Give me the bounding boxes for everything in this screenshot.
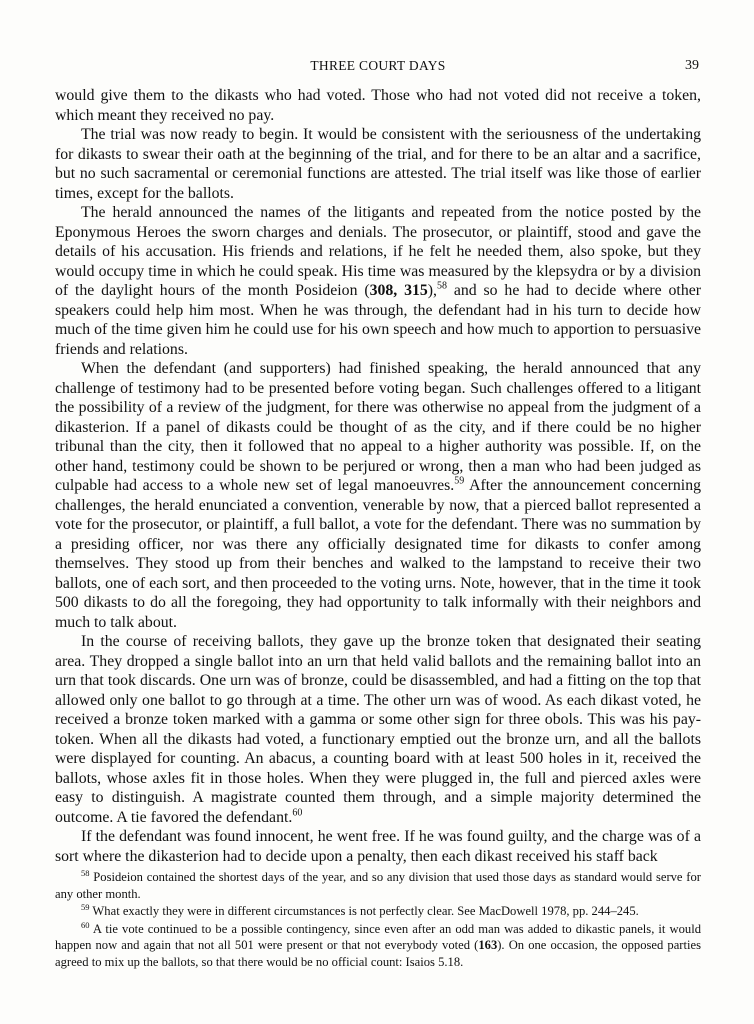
paragraph [55, 359, 701, 632]
text-run: If the defendant was found innocent, he went free. If he was found guilty, and the charge was of a sort where the dikasterion had to decide upon a penalty, then each dikast received his staff back [55, 828, 701, 865]
text-run: After the announcement concerning challenges, the herald enunciated a convention, venerable by now, that a pierced ballot represented a vote for the prosecutor, or plaintiff, a full ballot, a vote for the defendant. There was no summation by a presiding officer, nor was there any officially designated time for dikasts to confer among themselves. They stood up from their benches and walked to the lampstand to receive their two ballots, one of each sort, and then proceeded to the voting urns. Note, however, that in the time it took 500 dikasts to do all the foregoing, they had opportunity to talk informally with their neighbors and much to talk about. [55, 477, 701, 631]
text-run: ), [427, 282, 438, 299]
text-run: A tie vote continued to be a possible contingency, since even after an odd man was added to dikastic panels, it would happen now and again that not all 501 were present or that not everybody voted ( [55, 921, 701, 953]
running-title: THREE COURT DAYS [310, 58, 446, 73]
paragraph [55, 86, 701, 125]
text-run: Posideion contained the shortest days of the year, and so any division that used those days as standard would serve for any other month. [55, 870, 701, 901]
body-text [55, 86, 701, 866]
text-run: What exactly they were in different circumstances is not perfectly clear. See MacDowell 1978, pp. 244–245. [89, 904, 639, 919]
bold-reference: 163 [478, 938, 498, 953]
page-number: 39 [685, 58, 699, 73]
text-run: In the course of receiving ballots, they gave up the bronze token that designated their seating area. They dropped a single ballot into an urn that held valid ballots and the remaining ballot into an urn that took discards. One urn was of bronze, could be disassembled, and had a fitting on the top that allowed only one ballot to go through at a time. The other urn was of wood. As each dikast voted, he received a bronze token marked with a gamma or some other sign for three obols. This was his pay-token. When all the dikasts had voted, a functionary emptied out the bronze urn, and all the ballots were displayed for counting. An abacus, a counting board with at least 500 holes in it, received the ballots, whose axles fit in those holes. When they were plugged in, the full and pierced axles were easy to distinguish. A magistrate counted them through, and a simple majority determined the outcome. A tie favored the defendant. [55, 633, 701, 826]
paragraph [55, 632, 701, 827]
footnotes [55, 869, 701, 972]
text-run: would give them to the dikasts who had voted. Those who had not voted did not receive a token, which meant they received no pay. [55, 87, 701, 124]
text-run: When the defendant (and supporters) had finished speaking, the herald announced that any challenge of testimony had to be presented before voting began. Such challenges offered to a litigant the possibility of a review of the judgment, for there was otherwise no appeal from the judgment of a dikasterion. If a panel of dikasts could be thought of as the city, and if there could be no higher tribunal than the city, then it followed that no appeal to a higher authority was possible. If, on the other hand, testimony could be shown to be perjured or wrong, then a man who had been judged as culpable had access to a whole new set of legal manoeuvres. [55, 360, 701, 494]
footnote [55, 869, 701, 902]
bold-reference: 308, 315 [369, 282, 428, 299]
text-run: The trial was now ready to begin. It would be consistent with the seriousness of the undertaking for dikasts to swear their oath at the beginning of the trial, and for there to be an altar and a sacrifice, but no such sacramental or ceremonial functions are attested. The trial itself was like those of earlier times, except for the ballots. [55, 126, 701, 202]
running-header [55, 58, 701, 80]
text-run: and so he had to decide where other speakers could help him most. When he was through, the defendant had in his turn to decide how much of the time given him he could use for his own speech and how much to apportion to persuasive friends and relations. [55, 282, 701, 358]
text-run: The herald announced the names of the litigants and repeated from the notice posted by the Eponymous Heroes the sworn charges and denials. The prosecutor, or plaintiff, stood and gave the details of his accusation. His friends and relations, if he felt he needed them, also spoke, but they would occupy time in which he could speak. His time was measured by the klepsydra or by a division of the daylight hours of the month Posideion ( [55, 204, 701, 299]
paragraph [55, 203, 701, 359]
paragraph [55, 125, 701, 203]
paragraph [55, 827, 701, 866]
footnote-ref: 60 [292, 807, 303, 819]
footnote [55, 903, 701, 920]
footnote-ref: 59 [454, 475, 465, 487]
footnote-ref: 58 [81, 867, 90, 878]
footnote-ref: 58 [437, 280, 448, 292]
footnote-ref: 59 [81, 902, 90, 912]
footnote [55, 921, 701, 971]
text-run: ). On one occasion, the opposed parties agreed to mix up the ballots, so that there would be no official count: Isaios 5.18. [55, 938, 701, 969]
footnote-ref: 60 [81, 919, 90, 930]
